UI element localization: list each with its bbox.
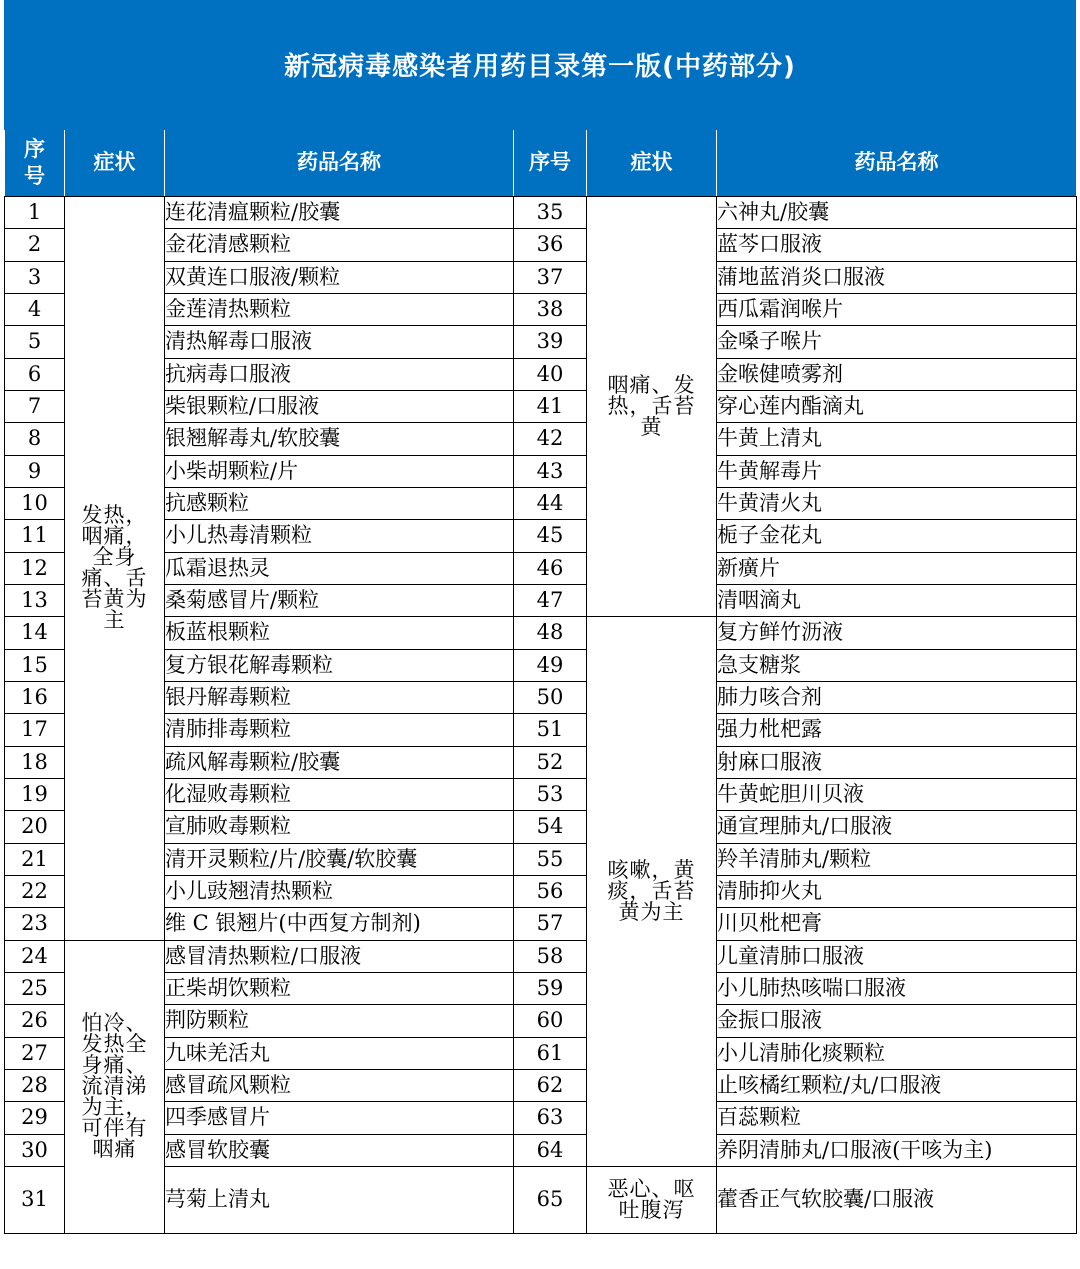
left-seq-cell: 9 [5,455,65,487]
header-symptom-right: 症状 [586,130,716,196]
left-seq-cell: 12 [5,552,65,584]
left-seq-cell: 29 [5,1102,65,1134]
left-drug-name-cell: 板蓝根颗粒 [165,617,514,649]
right-seq-cell: 63 [514,1102,587,1134]
right-seq-cell: 55 [514,843,587,875]
right-seq-cell: 43 [514,455,587,487]
left-seq-cell: 8 [5,423,65,455]
table-row [5,390,1077,422]
right-drug-name-cell: 小儿肺热咳喘口服液 [717,972,1077,1004]
left-drug-name-cell: 小儿豉翘清热颗粒 [165,875,514,907]
right-drug-name-cell: 牛黄解毒片 [717,455,1077,487]
right-seq-cell: 35 [514,197,587,229]
left-seq-cell: 27 [5,1037,65,1069]
right-drug-name-cell: 蒲地蓝消炎口服液 [717,261,1077,293]
table-row [5,229,1077,261]
left-seq-cell: 20 [5,811,65,843]
table-row [5,940,1077,972]
left-drug-name-cell: 感冒软胶囊 [165,1134,514,1166]
right-seq-cell: 64 [514,1134,587,1166]
right-seq-cell: 52 [514,746,587,778]
left-seq-cell: 26 [5,1005,65,1037]
left-drug-name-cell: 芎菊上清丸 [165,1166,514,1233]
left-symptom-cell [65,197,165,941]
table-row [5,1005,1077,1037]
left-seq-cell: 28 [5,1069,65,1101]
table-row [5,455,1077,487]
header-seq-left: 序 号 [4,130,64,196]
right-seq-cell: 48 [514,617,587,649]
left-seq-cell: 1 [5,197,65,229]
header-seq-right: 序号 [513,130,586,196]
table-row [5,261,1077,293]
left-drug-name-cell: 复方银花解毒颗粒 [165,649,514,681]
table-row [5,326,1077,358]
left-drug-name-cell: 化湿败毒颗粒 [165,778,514,810]
table-row [5,843,1077,875]
left-drug-name-cell: 小柴胡颗粒/片 [165,455,514,487]
right-drug-name-cell: 强力枇杷露 [717,714,1077,746]
right-symptom-text: 咽痛、发 热，舌苔 黄 [607,373,696,440]
right-drug-name-cell: 养阴清肺丸/口服液(干咳为主) [717,1134,1077,1166]
right-seq-cell: 44 [514,487,587,519]
left-seq-cell: 25 [5,972,65,1004]
right-seq-cell: 37 [514,261,587,293]
table-row [5,584,1077,616]
right-seq-cell: 56 [514,875,587,907]
right-drug-name-cell: 金振口服液 [717,1005,1077,1037]
left-drug-name-cell: 银丹解毒颗粒 [165,681,514,713]
right-seq-cell: 51 [514,714,587,746]
left-drug-name-cell: 双黄连口服液/颗粒 [165,261,514,293]
right-drug-name-cell: 儿童清肺口服液 [717,940,1077,972]
right-drug-name-cell: 蓝芩口服液 [717,229,1077,261]
left-drug-name-cell: 金莲清热颗粒 [165,293,514,325]
left-seq-cell: 6 [5,358,65,390]
table-row [5,617,1077,649]
left-drug-name-cell: 连花清瘟颗粒/胶囊 [165,197,514,229]
left-drug-name-cell: 四季感冒片 [165,1102,514,1134]
right-drug-name-cell: 藿香正气软胶囊/口服液 [717,1166,1077,1233]
left-symptom-text: 怕冷、 发热全 身痛、 流清涕 为主， 可伴有 咽痛 [81,1011,148,1162]
right-seq-cell: 60 [514,1005,587,1037]
right-drug-name-cell: 清肺抑火丸 [717,875,1077,907]
header-symptom-left: 症状 [64,130,164,196]
right-seq-cell: 36 [514,229,587,261]
right-drug-name-cell: 小儿清肺化痰颗粒 [717,1037,1077,1069]
table-row [5,811,1077,843]
table-row [5,293,1077,325]
right-seq-cell: 45 [514,520,587,552]
table-row [5,552,1077,584]
left-drug-name-cell: 瓜霜退热灵 [165,552,514,584]
left-drug-name-cell: 清热解毒口服液 [165,326,514,358]
left-seq-cell: 19 [5,778,65,810]
right-seq-cell: 40 [514,358,587,390]
left-drug-name-cell: 宣肺败毒颗粒 [165,811,514,843]
left-seq-cell: 24 [5,940,65,972]
right-drug-name-cell: 百蕊颗粒 [717,1102,1077,1134]
right-drug-name-cell: 西瓜霜润喉片 [717,293,1077,325]
right-symptom-cell [587,617,717,1167]
right-seq-cell: 42 [514,423,587,455]
right-drug-name-cell: 金嗓子喉片 [717,326,1077,358]
left-drug-name-cell: 九味羌活丸 [165,1037,514,1069]
right-seq-cell: 65 [514,1166,587,1233]
left-drug-name-cell: 感冒清热颗粒/口服液 [165,940,514,972]
right-drug-name-cell: 牛黄蛇胆川贝液 [717,778,1077,810]
left-drug-name-cell: 柴银颗粒/口服液 [165,390,514,422]
right-drug-name-cell: 栀子金花丸 [717,520,1077,552]
right-seq-cell: 62 [514,1069,587,1101]
right-drug-name-cell: 复方鲜竹沥液 [717,617,1077,649]
right-drug-name-cell: 肺力咳合剂 [717,681,1077,713]
right-seq-cell: 57 [514,908,587,940]
right-drug-name-cell: 止咳橘红颗粒/丸/口服液 [717,1069,1077,1101]
right-seq-cell: 53 [514,778,587,810]
drug-table-body [4,196,1077,1234]
table-row [5,520,1077,552]
left-drug-name-cell: 桑菊感冒片/颗粒 [165,584,514,616]
right-seq-cell: 41 [514,390,587,422]
table-row [5,649,1077,681]
left-drug-name-cell: 银翘解毒丸/软胶囊 [165,423,514,455]
table-row [5,746,1077,778]
right-symptom-text: 咳嗽，黄 痰，舌苔 黄为主 [607,858,696,925]
right-drug-name-cell: 六神丸/胶囊 [717,197,1077,229]
left-seq-cell: 5 [5,326,65,358]
right-seq-cell: 58 [514,940,587,972]
right-seq-cell: 39 [514,326,587,358]
header-drug-right: 药品名称 [716,130,1076,196]
left-seq-cell: 30 [5,1134,65,1166]
left-drug-name-cell: 正柴胡饮颗粒 [165,972,514,1004]
table-row [5,487,1077,519]
left-drug-name-cell: 荆防颗粒 [165,1005,514,1037]
table-row [5,972,1077,1004]
left-symptom-text: 发热， 咽痛， 全身 痛、舌 苔黄为 主 [81,503,148,633]
right-drug-name-cell: 川贝枇杷膏 [717,908,1077,940]
left-seq-cell: 17 [5,714,65,746]
right-symptom-cell [587,1166,717,1233]
left-seq-cell: 2 [5,229,65,261]
left-symptom-cell [65,940,165,1233]
right-drug-name-cell: 金喉健喷雾剂 [717,358,1077,390]
left-drug-name-cell: 清开灵颗粒/片/胶囊/软胶囊 [165,843,514,875]
left-drug-name-cell: 感冒疏风颗粒 [165,1069,514,1101]
right-symptom-cell [587,197,717,617]
table-row [5,1102,1077,1134]
right-drug-name-cell: 新癀片 [717,552,1077,584]
table-row [5,1037,1077,1069]
left-seq-cell: 18 [5,746,65,778]
left-drug-name-cell: 金花清感颗粒 [165,229,514,261]
right-seq-cell: 50 [514,681,587,713]
table-row [5,1134,1077,1166]
table-row [5,1166,1077,1233]
right-drug-name-cell: 羚羊清肺丸/颗粒 [717,843,1077,875]
left-seq-cell: 4 [5,293,65,325]
right-seq-cell: 61 [514,1037,587,1069]
left-drug-name-cell: 疏风解毒颗粒/胶囊 [165,746,514,778]
left-drug-name-cell: 清肺排毒颗粒 [165,714,514,746]
left-drug-name-cell: 抗感颗粒 [165,487,514,519]
left-drug-name-cell: 维 C 银翘片(中西复方制剂) [165,908,514,940]
right-seq-cell: 59 [514,972,587,1004]
header-drug-left: 药品名称 [164,130,513,196]
table-title: 新冠病毒感染者用药目录第一版(中药部分) [4,0,1076,130]
left-seq-cell: 13 [5,584,65,616]
table-row [5,908,1077,940]
left-seq-cell: 23 [5,908,65,940]
left-seq-cell: 21 [5,843,65,875]
table-row [5,423,1077,455]
left-drug-name-cell: 抗病毒口服液 [165,358,514,390]
left-seq-cell: 22 [5,875,65,907]
right-seq-cell: 54 [514,811,587,843]
table-row [5,681,1077,713]
table-row [5,1069,1077,1101]
left-seq-cell: 7 [5,390,65,422]
drug-catalog-table [4,0,1076,1265]
left-seq-cell: 14 [5,617,65,649]
right-drug-name-cell: 牛黄清火丸 [717,487,1077,519]
right-seq-cell: 46 [514,552,587,584]
table-row [5,358,1077,390]
left-seq-cell: 3 [5,261,65,293]
table-row [5,197,1077,229]
table-row [5,778,1077,810]
table-row [5,714,1077,746]
left-seq-cell: 16 [5,681,65,713]
table-row [5,875,1077,907]
left-drug-name-cell: 小儿热毒清颗粒 [165,520,514,552]
right-seq-cell: 47 [514,584,587,616]
right-drug-name-cell: 通宣理肺丸/口服液 [717,811,1077,843]
left-seq-cell: 31 [5,1166,65,1233]
right-seq-cell: 49 [514,649,587,681]
right-seq-cell: 38 [514,293,587,325]
left-seq-cell: 10 [5,487,65,519]
right-drug-name-cell: 穿心莲内酯滴丸 [717,390,1077,422]
left-seq-cell: 11 [5,520,65,552]
right-drug-name-cell: 牛黄上清丸 [717,423,1077,455]
left-seq-cell: 15 [5,649,65,681]
right-drug-name-cell: 急支糖浆 [717,649,1077,681]
right-symptom-text: 恶心、呕 吐腹泻 [607,1176,696,1222]
right-drug-name-cell: 射麻口服液 [717,746,1077,778]
right-drug-name-cell: 清咽滴丸 [717,584,1077,616]
